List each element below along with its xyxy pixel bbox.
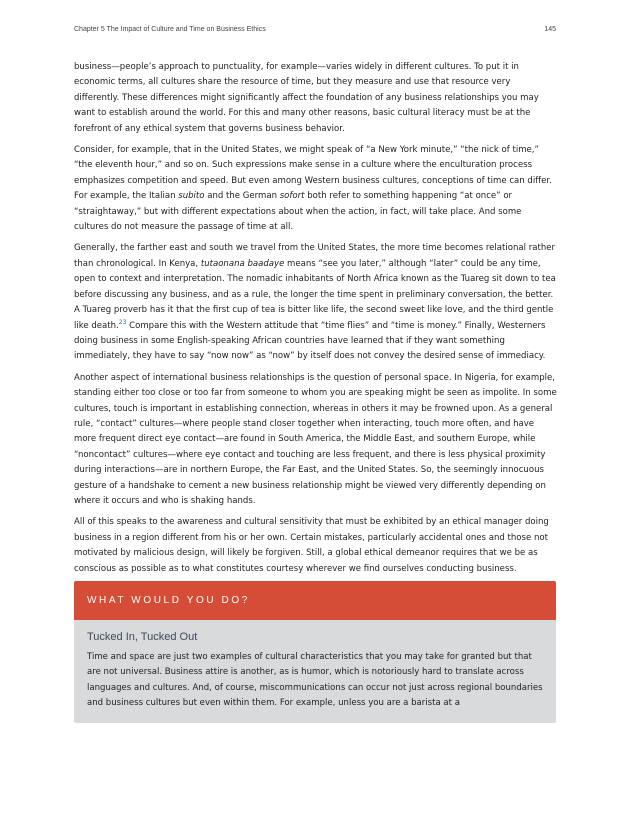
feature-subtitle: Tucked In, Tucked Out bbox=[87, 631, 198, 643]
paragraph-5: All of this speaks to the awareness and cultural sensitivity that must be exhibited by an ethical manager doing business in a region different from his or her own. Certain mistakes, particularly accidental ones and those not motivated by malicious design, will likely be forgiven. Still, a global ethical demeanor requires that we be as conscious as possible as to what constitutes courtesy wherever we find ourselves conducting business. bbox=[74, 517, 549, 574]
italic-term-tutaonana: tutaonana baadaye bbox=[200, 258, 285, 269]
paragraph-1: business—people’s approach to punctuality, for example—varies widely in different cultures. To put it in economic terms, all cultures share the resource of time, but they measure and use that resource very differently. These differences might significantly affect the foundation of any business relationships you may want to establish around the world. For this and many other reasons, basic cultural literacy must be at the forefront of any ethical system that governs business behavior. bbox=[74, 62, 539, 134]
paragraph-3-text-a: Generally, the farther east and south we travel from the United States, the more time becomes relational rather than chronological. In Kenya, bbox=[74, 243, 556, 269]
paragraph-2-text-b: and the German bbox=[204, 191, 280, 202]
paragraph-3-text-b: means “see you later,” although “later” could be any time, open to context and interpretation. The nomadic inhabitants of North Africa known as the Tuareg sit down to tea before discussing any business, and as a rule, the longer the time spent in preliminary conversation, the better. A Tuareg proverb has it that the first cup of tea is bitter like life, the second sweet like love, and the third gentle like death. bbox=[74, 258, 556, 331]
paragraph-2-text-c: both refer to something happening “at once” or “straightaway,” but with different expectations about when the action, in fact, will take place. And some cultures do not measure the passage of time at all. bbox=[74, 191, 522, 233]
paragraph-2 bbox=[74, 143, 558, 235]
main-text bbox=[74, 60, 558, 583]
italic-term-subito: subito bbox=[178, 191, 205, 202]
feature-text: Time and space are just two examples of cultural characteristics that you may take for granted but that are not universal. Business attire is another, as is humor, which is notoriously hard to translate across languages and cultures. And, of course, miscommunications can occur not just across regional boundaries and business cultures but even within them. For example, unless you are a barista at a bbox=[87, 652, 543, 709]
feature-label: WHAT WOULD YOU DO? bbox=[87, 595, 250, 606]
paragraph-3 bbox=[74, 241, 558, 364]
footnote-link[interactable]: 23 bbox=[118, 318, 127, 326]
what-would-you-do-box bbox=[74, 581, 556, 723]
page-number: 145 bbox=[544, 26, 556, 33]
chapter-title: Chapter 5 The Impact of Culture and Time on Business Ethics bbox=[74, 26, 266, 33]
running-header bbox=[74, 26, 556, 38]
feature-body bbox=[74, 620, 556, 712]
paragraph-2-text-a: Consider, for example, that in the United States, we might speak of “a New York minute,” “the nick of time,” “the eleventh hour,” and so on. Such expressions make sense in a culture where the enculturation process emphasizes competition and speed. But even among Western business cultures, conceptions of time can differ. For example, the Italian bbox=[74, 145, 552, 202]
feature-header-bar bbox=[74, 581, 556, 620]
italic-term-sofort: sofort bbox=[279, 191, 305, 202]
paragraph-4: Another aspect of international business relationships is the question of personal space. In Nigeria, for example, standing either too close or too far from someone to whom you are speaking might be seen as impolite. In some cultures, touch is important in establishing connection, whereas in others it may be frowned upon. As a general rule, “contact” cultures—where people stand closer together when interacting, touch more often, and have more frequent direct eye contact—are found in South America, the Middle East, and southern Europe, while “noncontact” cultures—where eye contact and touching are less frequent, and there is less physical proximity during interactions—are in northern Europe, the Far East, and the United States. So, the seemingly innocuous gesture of a handshake to cement a new business relationship might be viewed very differently depending on where it occurs and who is shaking hands. bbox=[74, 372, 557, 506]
paragraph-3-text-c: Compare this with the Western attitude that “time flies” and “time is money.” Finally, Westerners doing business in some English-speaking African countries have learned that if they want something immediately, they have to say “now now” as “now” by itself does not convey the desired sense of immediacy. bbox=[74, 320, 546, 362]
